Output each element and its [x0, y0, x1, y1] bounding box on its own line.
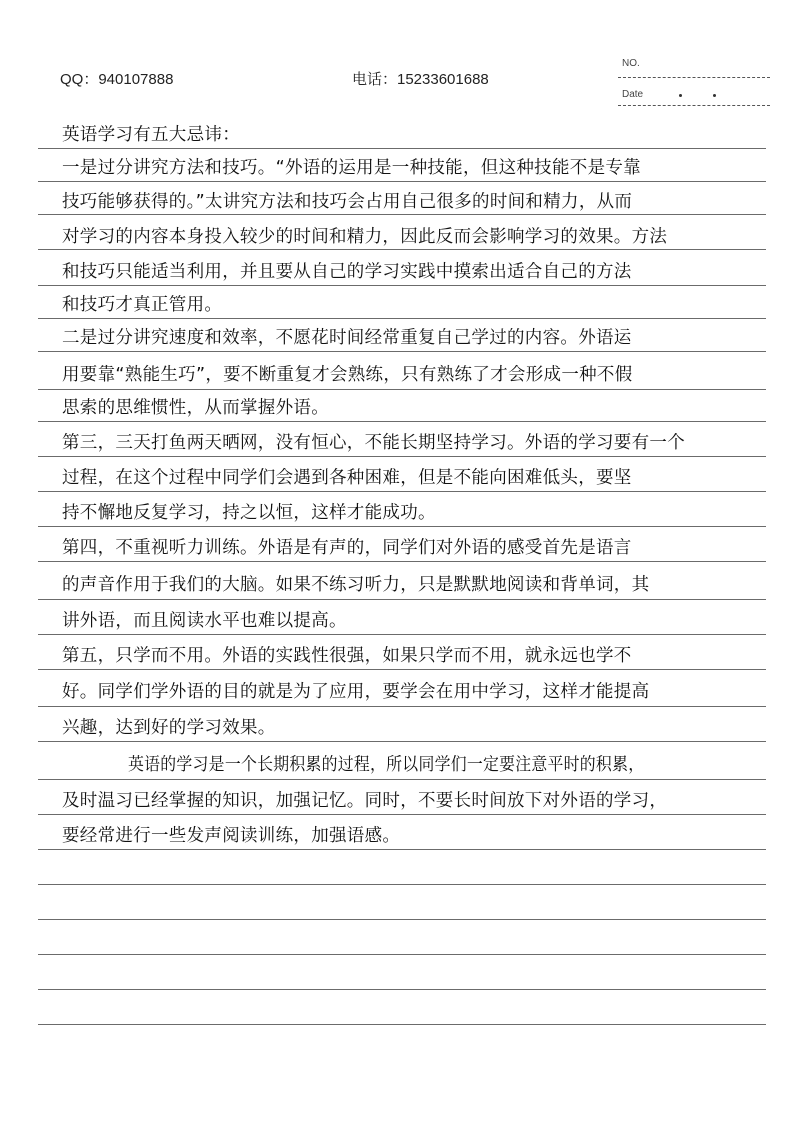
ruled-line [38, 954, 766, 955]
note-line: 二是过分讲究速度和效率，不愿花时间经常重复自己学过的内容。外语运 [62, 328, 632, 348]
note-line: 技巧能够获得的。”太讲究方法和技巧会占用自己很多的时间和精力，从而 [62, 192, 633, 212]
date-line [618, 105, 770, 106]
note-line: 思索的思维惯性，从而掌握外语。 [62, 398, 329, 418]
date-separator-dot [679, 94, 682, 97]
ruled-line [38, 989, 766, 990]
note-line: 好。同学们学外语的目的就是为了应用，要学会在用中学习，这样才能提高 [62, 682, 650, 702]
note-line: 第三，三天打鱼两天晒网，没有恒心，不能长期坚持学习。外语的学习要有一个 [62, 433, 685, 453]
phone-contact: 电话：15233601688 [352, 71, 489, 88]
note-title: 英语学习有五大忌讳： [62, 125, 240, 145]
note-line: 对学习的内容本身投入较少的时间和精力，因此反而会影响学习的效果。方法 [62, 227, 668, 247]
ruled-line [38, 1024, 766, 1025]
ruled-line [38, 919, 766, 920]
date-label: Date [622, 89, 644, 100]
note-line: 一是过分讲究方法和技巧。“外语的运用是一种技能，但这种技能不是专靠 [62, 158, 641, 178]
note-line: 过程，在这个过程中同学们会遇到各种困难，但是不能向困难低头，要坚 [62, 468, 632, 488]
qq-contact: QQ：940107888 [60, 71, 174, 88]
note-line: 的声音作用于我们的大脑。如果不练习听力，只是默默地阅读和背单词，其 [62, 575, 650, 595]
note-line: 和技巧只能适当利用，并且要从自己的学习实践中摸索出适合自己的方法 [62, 262, 632, 282]
note-line: 第五，只学而不用。外语的实践性很强，如果只学而不用，就永远也学不 [62, 646, 632, 666]
note-line: 用要靠“熟能生巧”，要不断重复才会熟练，只有熟练了才会形成一种不假 [62, 365, 633, 385]
number-label: NO. [622, 58, 640, 69]
note-line: 及时温习已经掌握的知识，加强记忆。同时，不要长时间放下对外语的学习， [62, 791, 668, 811]
number-line [618, 77, 770, 78]
note-line: 兴趣，达到好的学习效果。 [62, 718, 276, 738]
note-line: 讲外语，而且阅读水平也难以提高。 [62, 611, 347, 631]
note-line: 第四，不重视听力训练。外语是有声的，同学们对外语的感受首先是语言 [62, 538, 632, 558]
date-separator-dot [713, 94, 716, 97]
note-line: 持不懈地反复学习，持之以恒，这样才能成功。 [62, 503, 436, 523]
note-line: 英语的学习是一个长期积累的过程，所以同学们一定要注意平时的积累， [128, 755, 645, 775]
note-line: 要经常进行一些发声阅读训练，加强语感。 [62, 826, 401, 846]
ruled-line [38, 884, 766, 885]
note-line: 和技巧才真正管用。 [62, 295, 223, 315]
